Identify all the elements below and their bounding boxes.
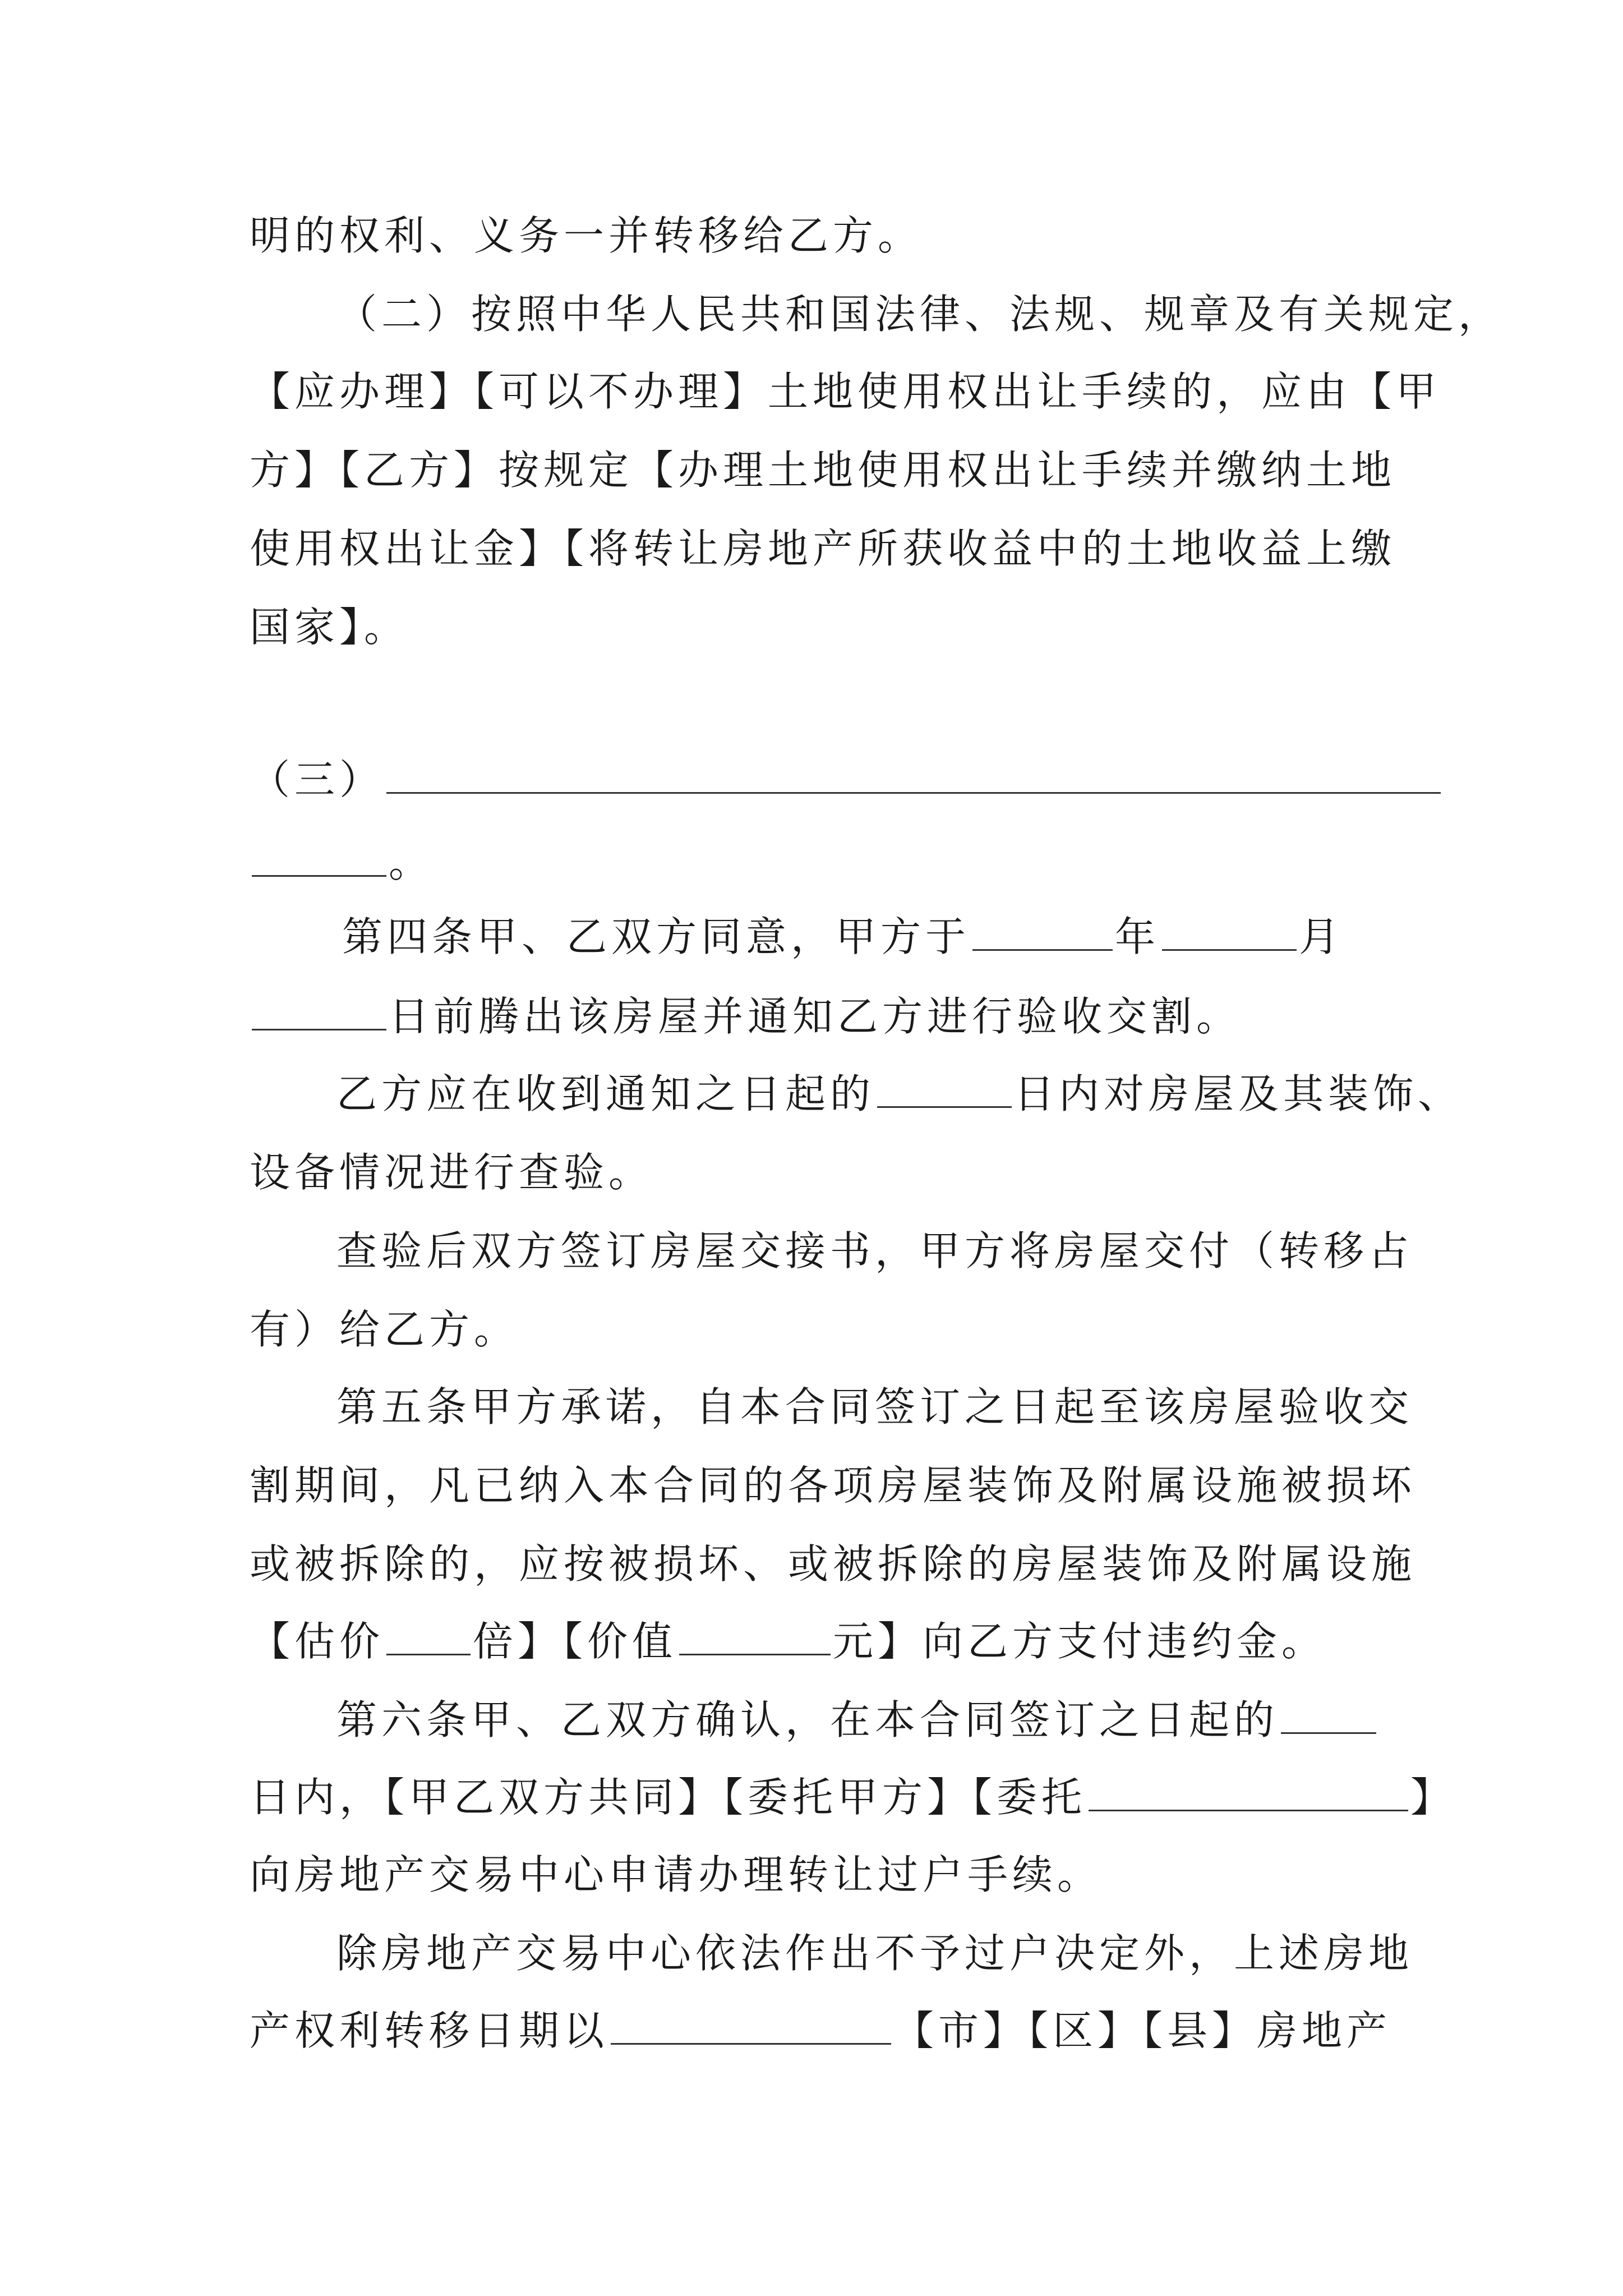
text: 】 xyxy=(1410,1774,1456,1821)
text: 。 xyxy=(389,839,434,886)
paragraph-line xyxy=(250,1457,1623,1513)
text: 使用权出让金】【将转让房地产所获收益中的土地收益上缴 xyxy=(250,525,1396,572)
text: 【应办理】【可以不办理】土地使用权出让手续的，应由【甲 xyxy=(250,368,1441,415)
agent-blank[interactable] xyxy=(1089,1775,1408,1811)
text: 明的权利、义务一并转移给乙方。 xyxy=(250,212,923,259)
paragraph-line xyxy=(250,1144,1623,1200)
text: 日内，【甲乙双方共同】【委托甲方】【委托 xyxy=(250,1774,1087,1821)
paragraph-line xyxy=(250,1847,1623,1903)
text: 【估价 xyxy=(250,1618,385,1665)
text: 产权利转移日期以 xyxy=(250,2007,609,2054)
paragraph-line xyxy=(250,1301,1623,1358)
text: 倍】【价值 xyxy=(473,1618,677,1665)
text: 月 xyxy=(1299,913,1344,960)
paragraph-line xyxy=(250,599,1623,655)
date-basis-blank[interactable] xyxy=(611,2008,891,2045)
value-blank[interactable] xyxy=(679,1619,831,1655)
text: 设备情况进行查验。 xyxy=(250,1149,654,1196)
text: 有）给乙方。 xyxy=(250,1306,519,1353)
year-blank[interactable] xyxy=(972,914,1113,951)
text: 第五条甲方承诺，自本合同签订之日起至该房屋验收交 xyxy=(336,1383,1414,1430)
text: （三） xyxy=(250,756,385,803)
days-blank[interactable] xyxy=(877,1071,1012,1108)
paragraph-line xyxy=(250,1536,1623,1592)
text: 【市】【区】【县】房地产 xyxy=(893,2007,1392,2054)
month-blank[interactable] xyxy=(1162,914,1297,951)
text: 元】向乙方支付违约金。 xyxy=(833,1618,1327,1665)
fill-in-blank[interactable] xyxy=(252,840,386,877)
multiple-blank[interactable] xyxy=(386,1619,471,1655)
fill-in-blank[interactable] xyxy=(386,757,1441,794)
article-5-line xyxy=(336,1379,1623,1435)
text: （二）按照中华人民共和国法律、法规、规章及有关规定， xyxy=(336,291,1504,338)
text: 割期间，凡已纳入本合同的各项房屋装饰及附属设施被损坏 xyxy=(250,1462,1417,1509)
paragraph-line xyxy=(250,364,1623,420)
text: 第六条甲、乙双方确认，在本合同签订之日起的 xyxy=(336,1696,1279,1743)
paragraph-line xyxy=(250,835,1623,891)
clause-3-line xyxy=(250,752,1623,808)
paragraph-line xyxy=(250,1613,1623,1669)
text: 乙方应在收到通知之日起的 xyxy=(336,1070,875,1117)
clause-2-line xyxy=(336,286,1623,342)
paragraph-line xyxy=(250,2003,1623,2059)
text: 第四条甲、乙双方同意，甲方于 xyxy=(342,913,971,960)
text: 年 xyxy=(1115,913,1160,960)
text: 或被拆除的，应按被损坏、或被拆除的房屋装饰及附属设施 xyxy=(250,1540,1417,1588)
text: 国家】。 xyxy=(250,604,409,651)
text: 除房地产交易中心依法作出不予过户决定外，上述房地 xyxy=(336,1930,1414,1977)
paragraph-line xyxy=(250,208,1623,264)
paragraph-line xyxy=(250,1769,1623,1825)
article-4-line xyxy=(342,909,1623,965)
day-blank[interactable] xyxy=(252,994,386,1030)
text: 向房地产交易中心申请办理转让过户手续。 xyxy=(250,1851,1103,1898)
paragraph-line xyxy=(336,1066,1623,1122)
days-blank[interactable] xyxy=(1281,1697,1376,1734)
paragraph-line xyxy=(250,988,1623,1045)
text: 方】【乙方】按规定【办理土地使用权出让手续并缴纳土地 xyxy=(250,447,1396,494)
article-6-line xyxy=(336,1692,1623,1748)
text: 日前腾出该房屋并通知乙方进行验收交割。 xyxy=(389,993,1242,1040)
text: 查验后双方签订房屋交接书，甲方将房屋交付（转移占 xyxy=(336,1227,1414,1274)
text: 日内对房屋及其装饰、 xyxy=(1014,1070,1463,1117)
paragraph-line xyxy=(250,442,1623,498)
paragraph-line xyxy=(336,1925,1623,1981)
paragraph-line xyxy=(250,521,1623,577)
paragraph-line xyxy=(336,1223,1623,1279)
